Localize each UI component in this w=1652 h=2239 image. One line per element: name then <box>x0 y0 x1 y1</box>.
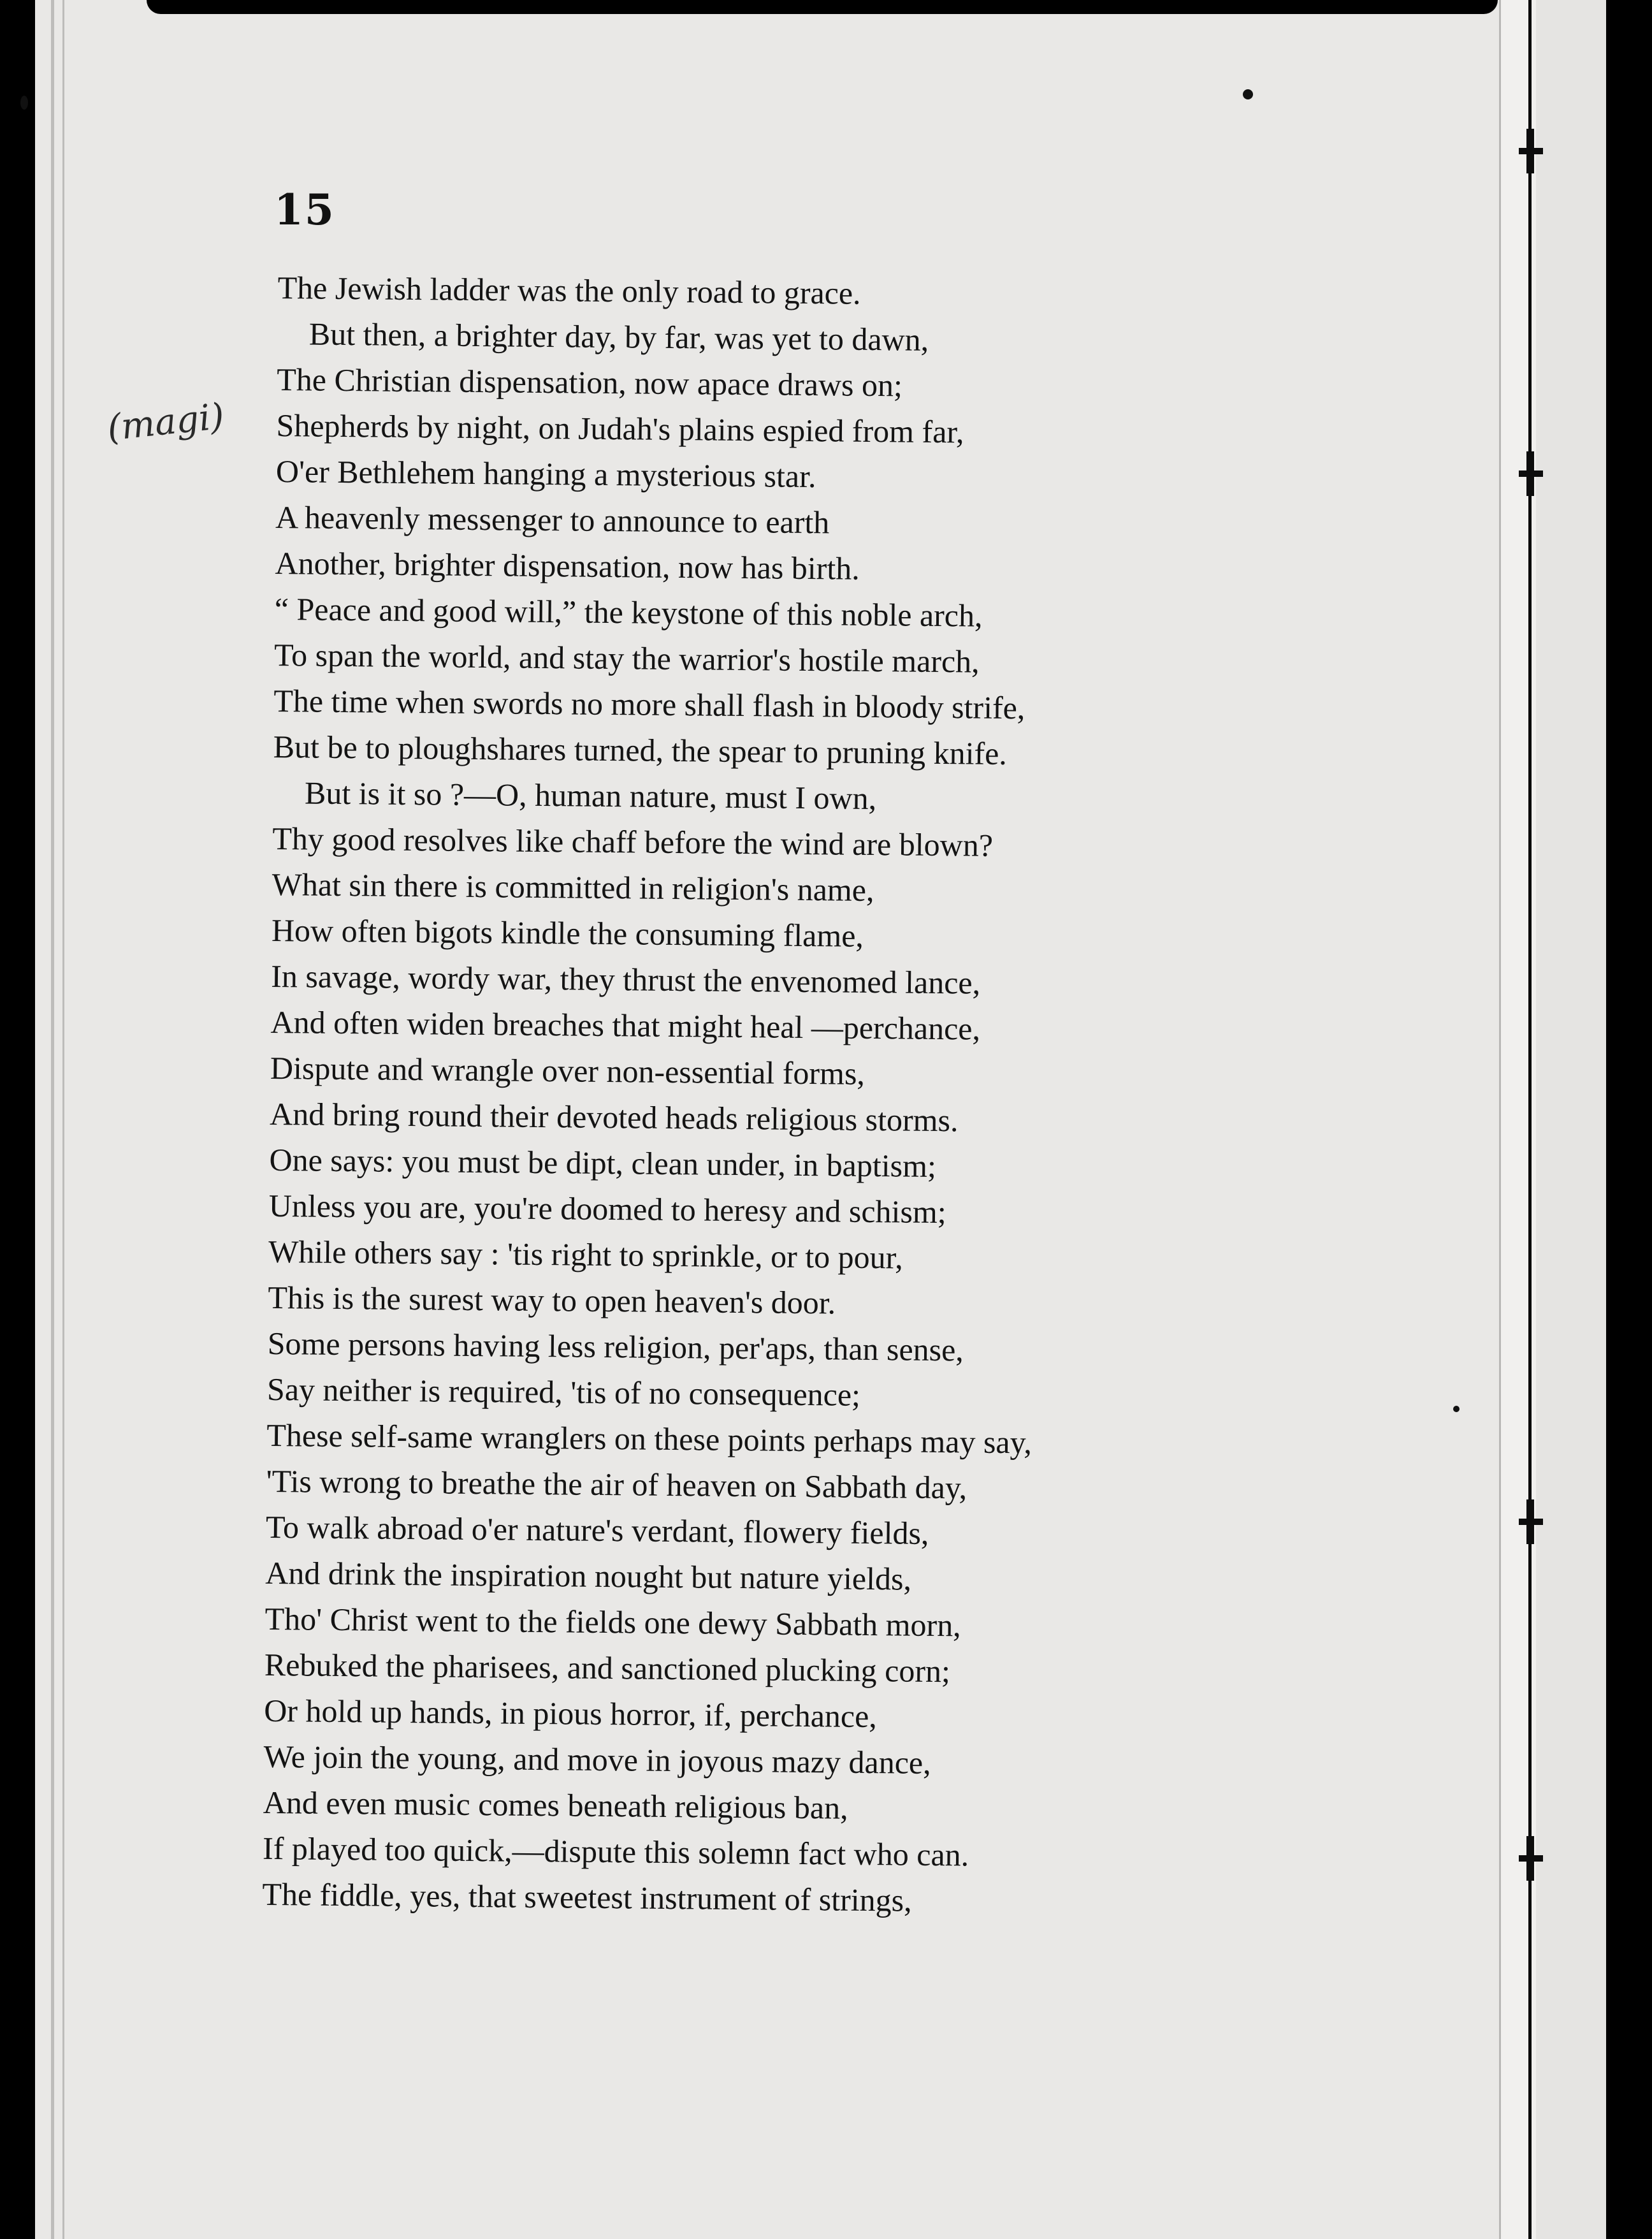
poem-line: In savage, wordy war, they thrust the envenomed lance, <box>271 958 981 1001</box>
binding-stitch <box>1519 1855 1543 1862</box>
poem-line: We join the young, and move in joyous mazy dance, <box>263 1738 931 1781</box>
poem-line: And often widen breaches that might heal —perchance, <box>270 1003 981 1047</box>
poem-line: Shepherds by night, on Judah's plains espied from far, <box>276 407 964 450</box>
poem-line: One says: you must be dipt, clean under, in baptism; <box>269 1141 937 1184</box>
poem-line: If played too quick,—dispute this solemn fact who can. <box>262 1830 969 1873</box>
poem-line: The Jewish ladder was the only road to grace. <box>277 269 861 311</box>
binding-edge-line <box>62 0 64 2239</box>
ink-speck <box>20 96 28 110</box>
poem-line: These self-same wranglers on these points perhaps may say, <box>266 1417 1032 1461</box>
poem-line: “ Peace and good will,” the keystone of this noble arch, <box>274 590 983 634</box>
scan-top-shadow <box>147 0 1498 14</box>
poem-line: And even music comes beneath religious ban, <box>263 1784 848 1826</box>
poem-line: And drink the inspiration nought but nature yields, <box>265 1554 912 1597</box>
page-number: 15 <box>274 185 335 235</box>
poem-line: To span the world, and stay the warrior's hostile march, <box>273 636 980 680</box>
poem-line: To walk abroad o'er nature's verdant, flowery fields, <box>265 1508 929 1551</box>
poem-line: But be to ploughshares turned, the spear to pruning knife. <box>273 728 1008 772</box>
poem-line: A heavenly messenger to announce to earth <box>275 499 830 541</box>
poem-line: Some persons having less religion, per'aps, than sense, <box>267 1325 964 1368</box>
poem-line: O'er Bethlehem hanging a mysterious star. <box>275 453 816 495</box>
poem-line: And bring round their devoted heads religious storms. <box>269 1095 959 1139</box>
poem-line: How often bigots kindle the consuming flame, <box>271 912 864 954</box>
poem-line: Dispute and wrangle over non-essential forms, <box>270 1049 866 1091</box>
scan-right-border <box>1606 0 1652 2239</box>
poem-line: Say neither is required, 'tis of no consequence; <box>266 1371 861 1413</box>
binding-edge-line <box>51 0 54 2239</box>
poem-line: Tho' Christ went to the fields one dewy Sabbath morn, <box>264 1600 962 1644</box>
poem-line: The time when swords no more shall flash in bloody strife, <box>273 682 1025 726</box>
poem-line: The Christian dispensation, now apace draws on; <box>277 361 903 404</box>
poem-text <box>262 265 1489 1929</box>
poem-line: Rebuked the pharisees, and sanctioned plucking corn; <box>264 1646 951 1689</box>
poem-line: 'Tis wrong to breathe the air of heaven on Sabbath day, <box>266 1462 967 1506</box>
poem-line: What sin there is committed in religion's name, <box>272 866 874 908</box>
poem-line: This is the surest way to open heaven's door. <box>268 1279 836 1321</box>
gutter-line <box>1528 0 1532 2239</box>
poem-line: Another, brighter dispensation, now has birth. <box>275 544 860 587</box>
ink-speck <box>1243 89 1253 99</box>
poem-line: But is it so ?—O, human nature, must I own, <box>304 775 877 817</box>
poem-line: Unless you are, you're doomed to heresy and schism; <box>268 1187 947 1230</box>
handwritten-annotation: (magi) <box>105 395 226 449</box>
poem-line: But then, a brighter day, by far, was yet to dawn, <box>308 316 929 358</box>
binding-stitch <box>1519 1519 1543 1525</box>
poem-line: Or hold up hands, in pious horror, if, perchance, <box>263 1692 878 1735</box>
binding-stitch <box>1519 148 1543 154</box>
page-gutter <box>1499 0 1538 2239</box>
poem-line: The fiddle, yes, that sweetest instrument of strings, <box>262 1876 912 1918</box>
poem-line: Thy good resolves like chaff before the wind are blown? <box>272 820 994 863</box>
binding-stitch <box>1519 470 1543 477</box>
poem-line: While others say : 'tis right to sprinkle, or to pour, <box>268 1233 904 1276</box>
